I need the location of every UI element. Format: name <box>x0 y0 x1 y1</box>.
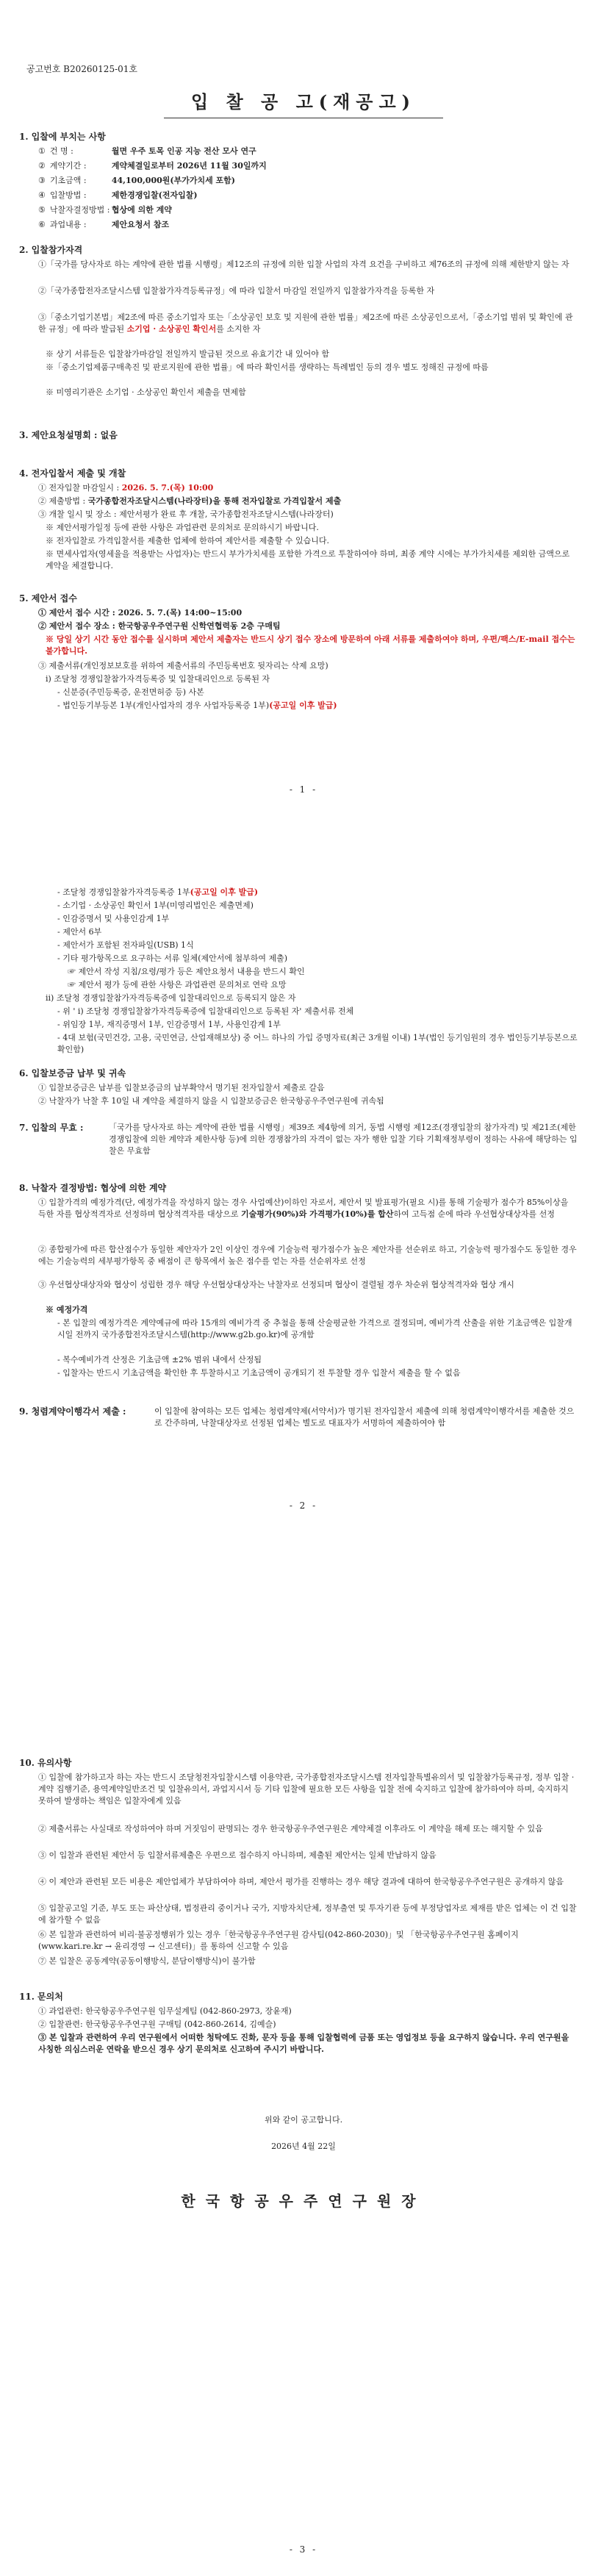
section-8-item-3: ③ 우선협상대상자와 협상이 성립한 경우 해당 우선협상대상자는 낙찰자로 선정되며 협상이 결렬될 경우 차순위 협상적격자와 협상 개시 <box>38 1280 514 1289</box>
item-value: 44,100,000원(부가가치세 포함) <box>111 176 236 185</box>
section-6-item-1: ① 입찰보증금은 납부를 입찰보증금의 납부확약서 명기된 전자입찰서 제출로 갈음 <box>38 1083 325 1092</box>
p2-doc-8: ☞ 제안서 평가 등에 관한 사항은 과업관련 문의처로 연락 요망 <box>68 980 287 990</box>
item-number: ⑤ <box>38 205 46 215</box>
p2-doc-4: - 제안서 6부 <box>57 927 102 937</box>
section-5-warning: ※ 당일 상기 시간 동안 접수를 실시하며 제안서 제출자는 반드시 상기 접수 장소에 방문하여 아래 서류를 제출하여야 하며, 우편/팩스/E-mail 접수는 불가합니다. <box>46 634 575 656</box>
item-key: 계약기간 : <box>49 161 87 171</box>
closing-text: 위와 같이 공고합니다. <box>264 2115 343 2125</box>
section-5-registry <box>57 700 337 712</box>
section-8-item-2: ② 종합평가에 따른 합산점수가 동일한 제안자가 2인 이상인 경우에 기술능력 평가점수가 높은 제안자를 선순위로 하고, 기술능력 평가점수도 동일한 경우에는 기술능력의 세부평가항목 중 배점이 큰 항목에서 높은 점수를 얻는 자를 선순위자로 선정 <box>38 1245 577 1266</box>
page-2 <box>0 853 607 1625</box>
section-10-heading: 10. 유의사항 <box>19 1758 72 1768</box>
p2-doc-5: - 제안서가 포함된 전자파일(USB) 1식 <box>57 940 194 950</box>
method-value: 국가종합전자조달시스템(나라장터)을 통해 전자입찰로 가격입찰서 제출 <box>87 496 342 506</box>
page-number-1: - 1 - <box>289 784 318 795</box>
notice-number: 공고번호 B20260125-01호 <box>26 64 137 74</box>
item-key: 입찰방법 : <box>49 190 87 200</box>
item-value: 협상에 의한 계약 <box>111 205 172 215</box>
section-4-note-3: ※ 면세사업자(영세율을 적용받는 사업자)는 반드시 부가가치세를 포함한 가격으로 투찰하여야 하며, 최종 계약 시에는 부가가치세를 제외한 금액으로 계약을 체결합니다. <box>46 549 570 570</box>
deadline-label: ① 전자입찰 마감일시 : <box>38 483 120 493</box>
page-1 <box>0 0 607 823</box>
method-label: ② 제출방법 : <box>38 496 86 506</box>
registry-note: (공고일 이후 발급) <box>269 701 337 710</box>
section-3-heading: 3. 제안요청설명회 : 없음 <box>19 430 118 440</box>
section-2-note-1: ※ 상기 서류들은 입찰참가마감일 전일까지 발급된 것으로 유효기간 내 있어야 함 <box>46 349 329 359</box>
section-8-weighting: 기술평가(90%)와 가격평가(10%)를 합산 <box>241 1209 394 1219</box>
item-key: 건 명 : <box>49 146 73 156</box>
item-number: ③ <box>38 176 46 185</box>
item-key: 낙찰자결정방법 : <box>49 205 110 215</box>
page-3 <box>0 1647 607 2576</box>
item-number: ⑥ <box>38 220 46 229</box>
section-6-heading: 6. 입찰보증금 납부 및 귀속 <box>19 1068 126 1078</box>
section-6-item-2: ② 낙찰자가 낙찰 후 10일 내 계약을 체결하지 않을 시 입찰보증금은 한국항공우주연구원에 귀속됨 <box>38 1096 384 1106</box>
section-1-item <box>38 175 578 187</box>
section-2-item-3-tail: 를 소지한 자 <box>216 323 261 334</box>
p2-doc-6: - 기타 평가항목으로 요구하는 서류 일체(제안서에 첨부하여 제출) <box>57 954 288 963</box>
section-2-heading: 2. 입찰참가자격 <box>19 245 83 255</box>
organization-name: 한국항공우주연구원장 <box>181 2192 426 2210</box>
p2-doc-1 <box>57 887 258 898</box>
small-business-certificate: 소기업 · 소상공인 확인서 <box>126 323 217 334</box>
section-1-item <box>38 160 578 172</box>
section-8-estimate-3: - 입찰자는 반드시 기초금액을 확인한 후 투찰하시고 기초금액이 공개되기 전 투찰할 경우 입찰서 제출을 할 수 없음 <box>57 1368 461 1378</box>
section-8-heading: 8. 낙찰자 결정방법: 협상에 의한 계약 <box>19 1183 167 1193</box>
item-value: 제한경쟁입찰(전자입찰) <box>111 190 198 200</box>
page-number-3: - 3 - <box>289 2544 318 2555</box>
section-5-sub-1: ⅰ) 조달청 경쟁입찰참가자격등록증 및 입찰대리인으로 등록된 자 <box>46 674 270 684</box>
section-4-note-1: ※ 제안서평가일정 등에 관한 사항은 과업관련 문의처로 문의하시기 바랍니다. <box>46 523 319 532</box>
item-number: ① <box>38 146 46 156</box>
item-value: 월면 우주 토목 인공 지능 전산 모사 연구 <box>111 146 256 156</box>
section-1-item <box>38 146 578 157</box>
section-10-item-5: ⑤ 입찰공고일 기준, 부도 또는 파산상태, 법정관리 중이거나 국가, 지방자치단체, 정부출연 및 투자기관 등에 부정당업자로 제재를 받은 업체는 이 건 입찰에 참가할 수 없음 <box>38 1903 577 1925</box>
contact-bid: ② 입찰관련: 한국항공우주연구원 구매팀 (042-860-2614, 김예슬) <box>38 2019 276 2029</box>
p2-doc-1-text: - 조달청 경쟁입찰참가자격등록증 1부 <box>57 887 190 897</box>
section-5-docs: ③ 제출서류(개인정보보호를 위하여 제출서류의 주민등록번호 뒷자리는 삭제 요망) <box>38 661 328 670</box>
deadline-value: 2026. 5. 7.(목) 10:00 <box>121 483 214 493</box>
section-4-heading: 4. 전자입찰서 제출 및 개찰 <box>19 468 126 479</box>
section-10-item-6: ⑥ 본 입찰과 관련하여 비리·불공정행위가 있는 경우「한국항공우주연구원 감사팀(042-860-2030)」및 「한국항공우주연구원 홈페이지(www.kari.re.kr → 윤리경영 → 신고센터)」를 통하여 신고할 수 있음 <box>38 1930 519 1951</box>
section-1-heading: 1. 입찰에 부치는 사항 <box>19 132 106 142</box>
section-8-item-1 <box>38 1197 578 1220</box>
section-2-item-2: ②「국가종합전자조달시스템 입찰참가자격등록규정」에 따라 입찰서 마감일 전일까지 입찰참가자격을 등록한 자 <box>38 286 435 296</box>
item-number: ④ <box>38 190 46 200</box>
section-8-estimate-1: - 본 입찰의 예정가격은 계약예규에 따라 15개의 예비가격 중 추첨을 통해 산술평균한 가격으로 결정되며, 예비가격 산출을 위한 기초금액은 입찰개시일 전까지 국가종합전자조달시스템(http://www.g2b.go.kr)에 공개함 <box>57 1318 572 1339</box>
item-number: ② <box>38 161 46 171</box>
section-5-id: - 신분증(주민등록증, 운전면허증 등) 사본 <box>57 687 204 697</box>
p2-doc-2: - 소기업 · 소상공인 확인서 1부(미영리법인은 제출면제) <box>57 901 254 910</box>
item-key: 과업내용 : <box>49 220 87 229</box>
section-10-item-4: ④ 이 제안과 관련된 모든 비용은 제안업체가 부담하여야 하며, 제안서 평가를 진행하는 경우 해당 결과에 대하여 한국항공우주연구원은 공개하지 않음 <box>38 1877 564 1886</box>
section-4-deadline <box>38 482 213 494</box>
section-1-item <box>38 204 578 216</box>
p2-doc-7: ☞ 제안서 작성 지침/요령/평가 등은 제안요청서 내용을 반드시 확인 <box>68 967 305 976</box>
section-10-item-7: ⑦ 본 입찰은 공동계약(공동이행방식, 분담이행방식)이 불가함 <box>38 1956 256 1966</box>
notice-date: 2026년 4월 22일 <box>271 2142 336 2151</box>
p2-doc-3: - 인감증명서 및 사용인감계 1부 <box>57 914 170 923</box>
section-10-item-1: ① 입찰에 참가하고자 하는 자는 반드시 조달청전자입찰시스템 이용약관, 국가종합전자조달시스템 전자입찰특별유의서 및 입찰참가등록규정, 정부 입찰 · 계약 집행기준, 용역계약일반조건 및 입찰유의서, 과업지시서 등 기타 입찰에 필요한 모든 사항을 입찰 전에 숙지하고 입찰에 참가하여야 하며, 숙지하지 못하여 발생하는 책임은 입찰자에게 있음 <box>38 1772 575 1806</box>
p2-doc-1-note: (공고일 이후 발급) <box>190 887 259 897</box>
p2-sub-2: ⅱ) 조달청 경쟁입찰참가자격등록증에 입찰대리인으로 등록되지 않은 자 <box>46 993 296 1003</box>
section-4-note-2: ※ 전자입찰로 가격입찰서를 제출한 업체에 한하여 제안서를 제출할 수 있습니다. <box>46 536 329 545</box>
section-8-item-1-text: ① 입찰가격의 예정가격(단, 예정가격을 작성하지 않는 경우 사업예산)이하인 자로서, 제안서 및 발표평가(필요 시)를 통해 기술평가 점수가 85%이상을 득한 자를 협상적격자로 선정하며 협상적격자를 대상으로 <box>38 1198 569 1219</box>
section-11-heading: 11. 문의처 <box>19 1992 63 2002</box>
p2-sub-2-doc-1: - 위 ' ⅰ) 조달청 경쟁입찰참가자격등록증에 입찰대리인으로 등록된 자' 제출서류 전체 <box>57 1006 354 1016</box>
section-5-heading: 5. 제안서 접수 <box>19 593 77 604</box>
item-key: 기초금액 : <box>49 176 87 185</box>
item-value: 제안요청서 참조 <box>111 220 170 229</box>
section-5-place: ② 제안서 접수 장소 : 한국항공우주연구원 신학연협력동 2층 구매팀 <box>38 621 281 631</box>
section-10-item-3: ③ 이 입찰과 관련된 제안서 등 입찰서류제출은 우편으로 접수하지 아니하며, 제출된 제안서는 일체 반납하지 않음 <box>38 1850 437 1860</box>
section-4-opening: ③ 개찰 일시 및 장소 : 제안서평가 완료 후 개찰, 국가종합전자조달시스템(나라장터) <box>38 509 334 519</box>
section-10-item-2: ② 제출서류는 사실대로 작성하여야 하며 거짓임이 판명되는 경우 한국항공우주연구원은 계약체결 이후라도 이 계약을 해제 또는 해지할 수 있음 <box>38 1824 543 1833</box>
section-2-note-2: ※「중소기업제품구매촉진 및 판로지원에 관한 법률」에 따라 확인서를 생략하는 특례법인 등의 경우 별도 정해진 규정에 따름 <box>46 362 489 372</box>
section-8-note: ※ 예정가격 <box>46 1305 88 1314</box>
section-4-method <box>38 495 341 507</box>
fraud-warning: ③ 본 입찰과 관련하여 우리 연구원에서 어떠한 청탁에도 진화, 문자 등을 통해 입찰협력에 금품 또는 영업정보 등을 요구하지 않습니다. 우리 연구원을 사칭한 의심스러운 연락을 받으신 경우 상기 문의처로 신고하여 주시기 바랍니다. <box>38 2033 570 2054</box>
section-5-time: ① 제안서 접수 시간 : 2026. 5. 7.(목) 14:00~15:00 <box>38 608 243 618</box>
section-2-note-3: ※ 미영리기관은 소기업 · 소상공인 확인서 제출을 면제함 <box>46 387 246 397</box>
section-1-item <box>38 219 578 231</box>
registry-text: - 법인등기부등본 1부(개인사업자의 경우 사업자등록증 1부) <box>57 701 270 710</box>
section-8-item-1-tail: 하여 고득점 순에 따라 우선협상대상자를 선정 <box>393 1209 555 1219</box>
section-2-item-1: ①「국가를 당사자로 하는 계약에 관한 법률 시행령」제12조의 규정에 의한 입찰 사업의 자격 요건을 구비하고 제76조의 규정에 의해 제한받지 않는 자 <box>38 260 570 269</box>
section-7-heading: 7. 입찰의 무효 : <box>19 1123 84 1133</box>
section-9-text: 이 입찰에 참여하는 모든 업체는 청렴계약제(서약서)가 명기된 전자입찰서 제출에 의해 청렴계약이행각서를 제출한 것으로 간주하며, 낙찰대상자로 선정된 업체는 별도로 대표자가 서명하여 제출하여야 함 <box>154 1406 575 1428</box>
p2-sub-2-doc-2: - 위임장 1부, 재직증명서 1부, 인감증명서 1부, 사용인감계 1부 <box>57 1020 281 1029</box>
section-1-item <box>38 190 578 201</box>
section-9-heading: 9. 청렴계약이행각서 제출 : <box>19 1406 126 1417</box>
item-value: 계약체결일로부터 2026년 11월 30일까지 <box>111 161 267 171</box>
section-8-estimate-2: - 복수예비가격 산정은 기초금액 ±2% 범위 내에서 산정됨 <box>57 1355 262 1364</box>
contact-task: ① 과업관련: 한국항공우주연구원 임무설계팀 (042-860-2973, 장윤재) <box>38 2006 292 2016</box>
document-title: 입 찰 공 고(재공고) <box>190 91 417 112</box>
page-number-2: - 2 - <box>289 1500 318 1511</box>
section-7-text: 「국가를 당사자로 하는 계약에 관한 법률 시행령」제39조 제4항에 의거, 동법 시행령 제12조(경쟁입찰의 참가자격) 및 제21조(제한경쟁입찰에 의한 계약과 제한사항 등)에 의한 경쟁참가의 자격이 없는 자가 행한 입찰 기타 기획재정부령이 정하는 사유에 해당하는 입찰은 무효함 <box>109 1123 578 1156</box>
section-2-item-3-text: ③「중소기업기본법」제2조에 따른 중소기업자 또는「소상공인 보호 및 지원에 관한 법률」제2조에 따른 소상공인으로서,「중소기업 범위 및 확인에 관한 규정」에 따라 발급된 <box>38 312 573 334</box>
p2-sub-2-doc-3: - 4대 보험(국민건강, 고용, 국민연금, 산업재해보상) 중 어느 하나의 가입 증명자료(최근 3개월 이내) 1부(법인 등기임원의 경우 법인등기부등본으로 확인함) <box>57 1033 578 1054</box>
section-2-item-3 <box>38 312 578 335</box>
